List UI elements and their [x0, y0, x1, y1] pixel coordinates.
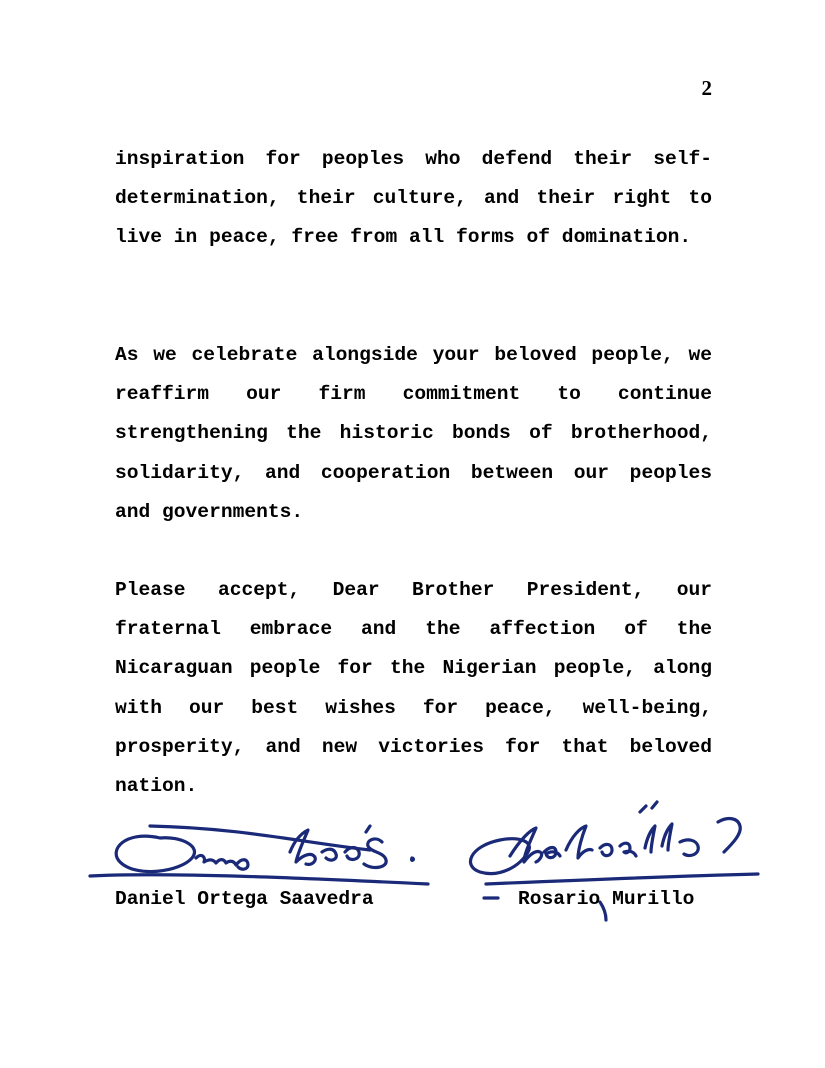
page-number: 2	[701, 76, 712, 100]
paragraph-2	[115, 336, 712, 532]
paragraph-3	[115, 571, 712, 806]
paragraph-text: As we celebrate alongside your beloved people, we reaffirm our firm commitment to continue strengthening the historic bonds of brotherhood, solidarity, and cooperation between our peoples and governments.	[115, 344, 712, 523]
paragraph-1	[115, 140, 712, 258]
paragraph-text: Please accept, Dear Brother President, our fraternal embrace and the affection of the Nicaraguan people for the Nigerian people, along with our best wishes for peace, well-being, prosperity, and new victories for that beloved nation.	[115, 579, 712, 798]
signatory-name-2: Rosario Murillo	[518, 888, 695, 910]
signature-rosario-murillo	[470, 802, 758, 920]
signature-daniel-ortega	[90, 826, 428, 884]
signatory-name-1: Daniel Ortega Saavedra	[115, 888, 374, 910]
paragraph-text: inspiration for peoples who defend their self-determination, their culture, and their right to live in peace, free from all forms of domination.	[115, 148, 712, 249]
